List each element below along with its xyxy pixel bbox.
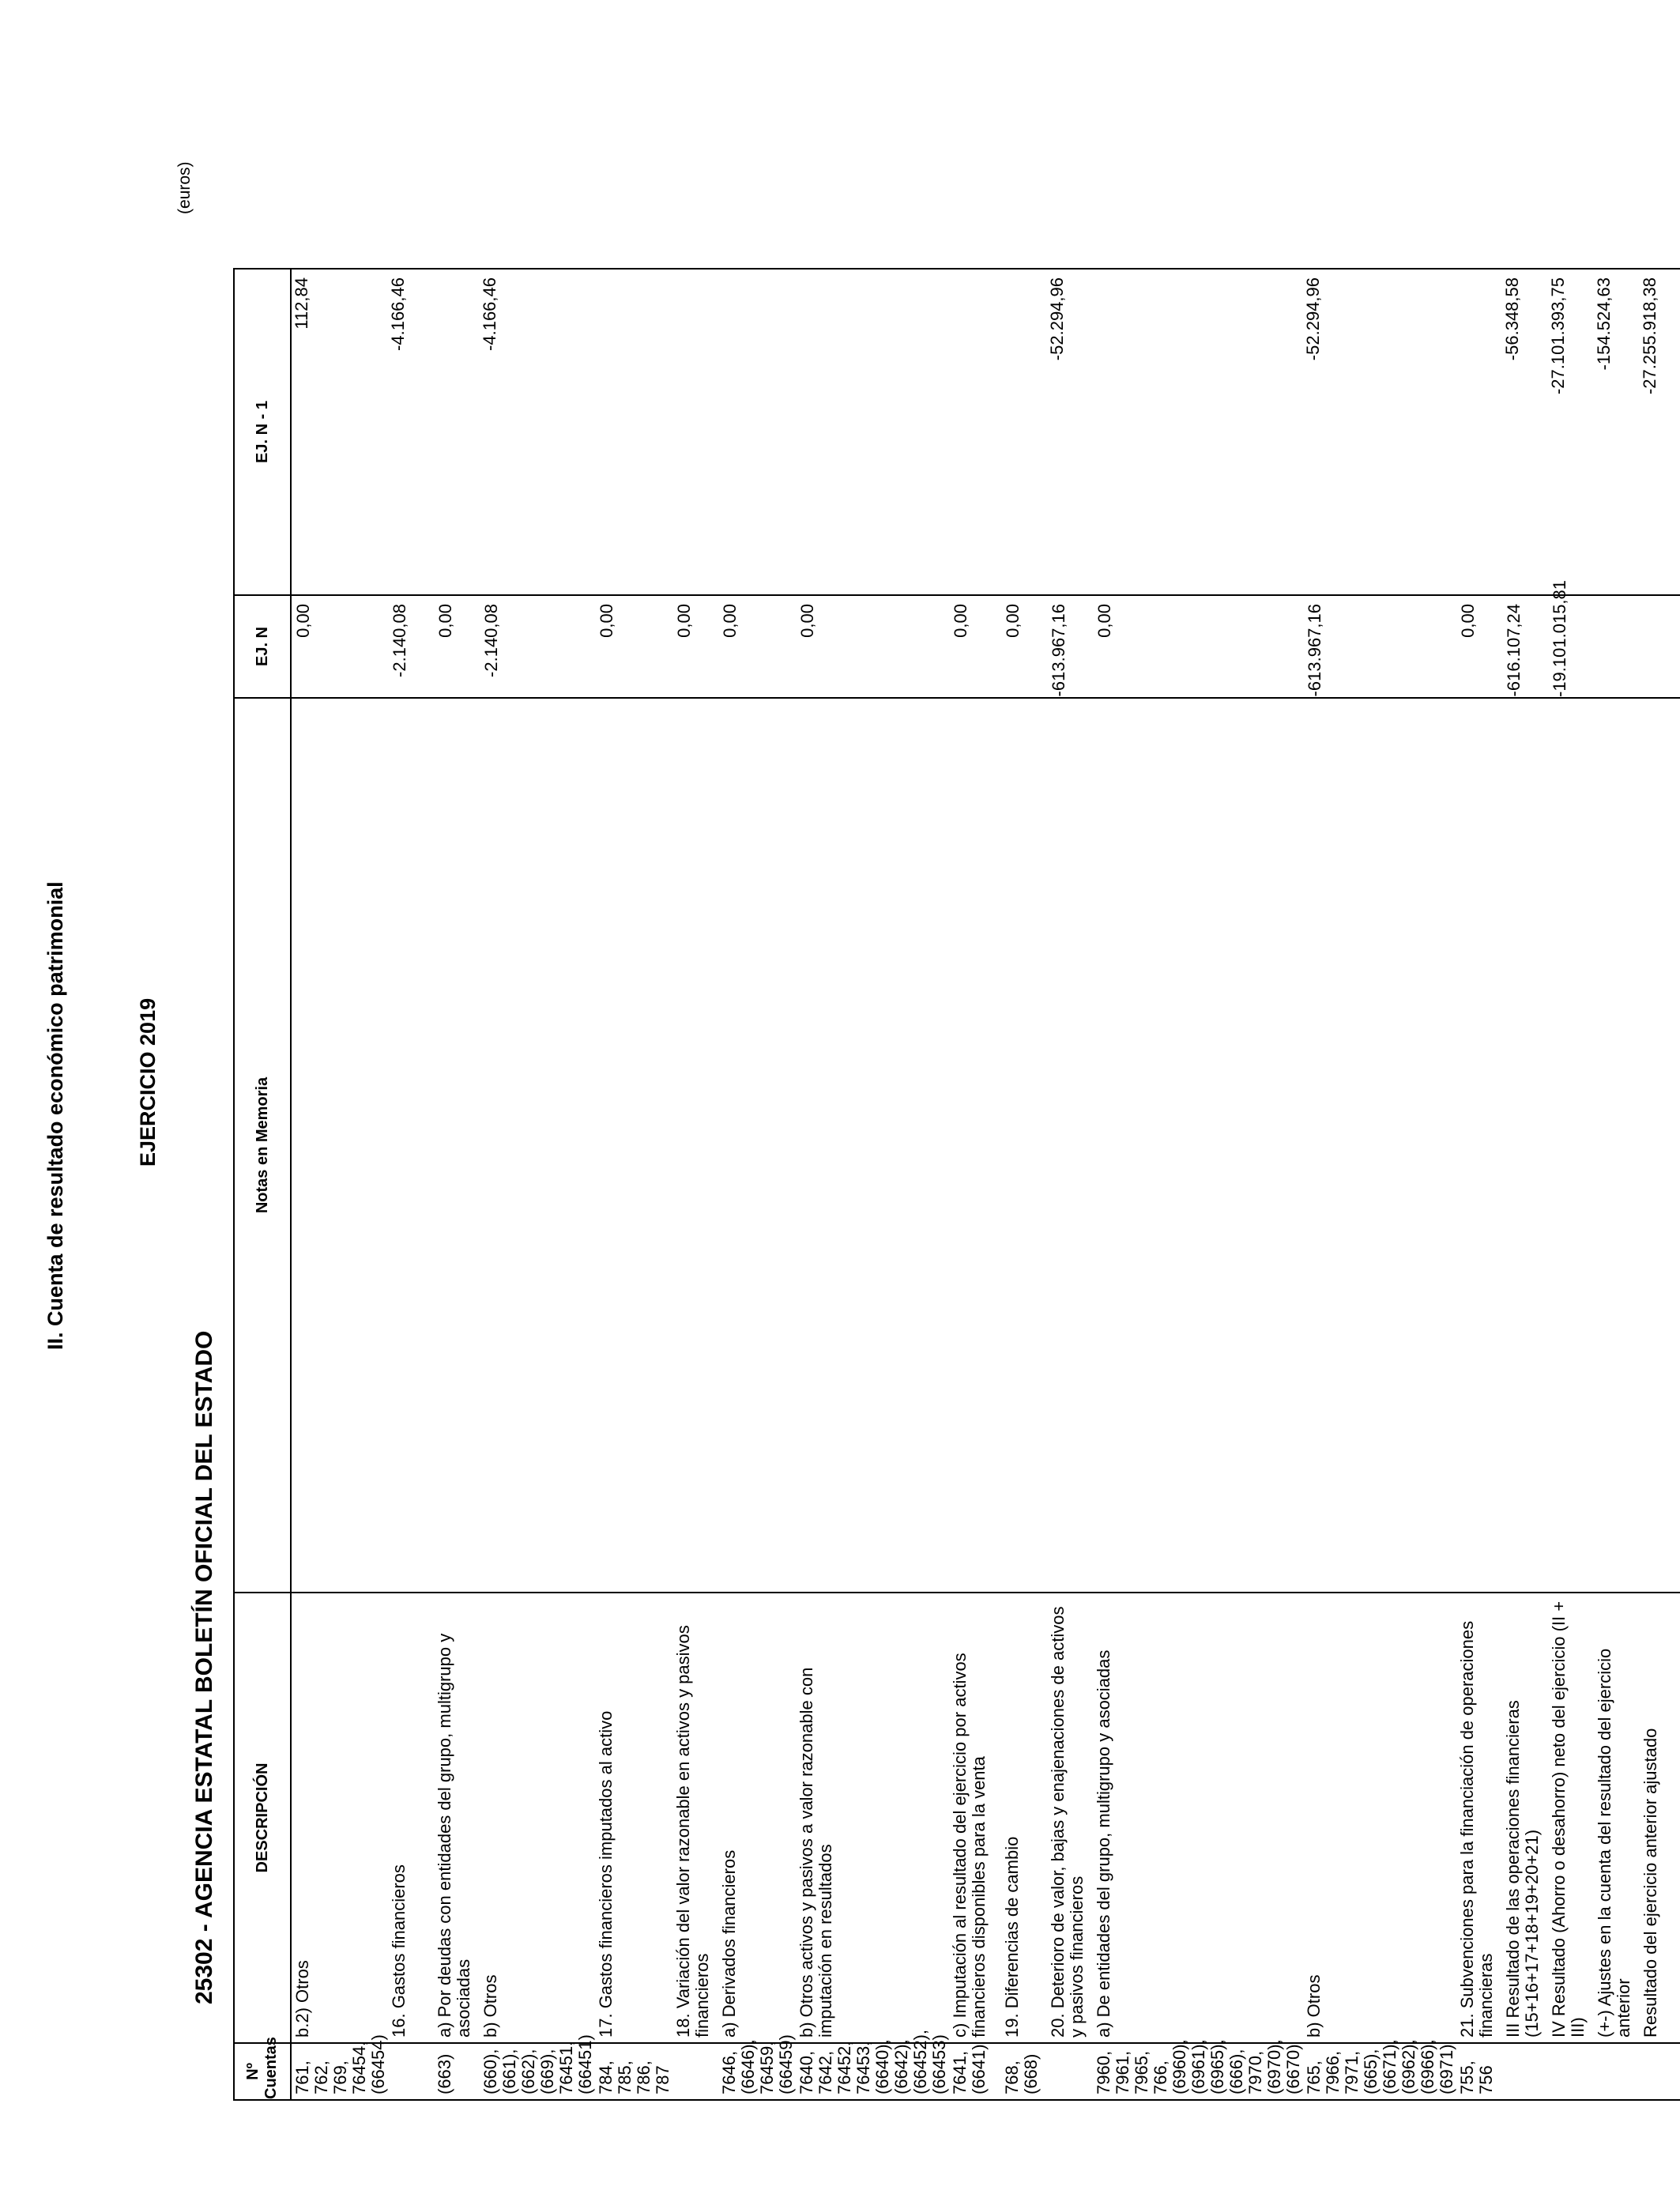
notas-cell — [672, 698, 718, 1593]
ej-n1-cell — [434, 269, 480, 595]
ej-n-cell — [1548, 579, 1594, 698]
table-row — [1093, 0, 1303, 2100]
ej-n-cell — [1303, 595, 1456, 698]
descripcion-cell-text: a) Derivados financieros — [719, 1849, 739, 2038]
descripcion-cell-text: 18. Variación del valor razonable en activos y pasivos financieros — [673, 1625, 712, 2038]
cuentas-cell-text: 7640, 7642, 76452, 76453, (6640), (6642), (66452), (66453) — [797, 2030, 949, 2094]
cuentas-cell — [672, 2043, 718, 2100]
descripcion-cell-text: b) Otros — [480, 1974, 500, 2038]
notas-cell — [1594, 698, 1640, 1593]
cuentas-cell-text: 761, 762, 769, 76454, (66454) — [292, 2034, 388, 2094]
results-table — [233, 0, 1680, 2101]
header-row — [234, 0, 291, 2100]
descripcion-cell-text: (+-) Ajustes en la cuenta del resultado del ejercicio anterior — [1595, 1648, 1633, 2038]
ej-n-cell — [1594, 595, 1640, 698]
descripcion-cell-text: IV Resultado (Ahorro o desahorro) neto del ejercicio (II + III) — [1549, 1600, 1588, 2038]
descripcion-cell-text: III Resultado de las operaciones financieras (15+16+17+18+19+20+21) — [1503, 1700, 1542, 2038]
descripcion-cell — [1303, 1593, 1456, 2043]
header-notas: Notas en Memoria — [234, 698, 291, 1593]
ej-n-cell-text: 0,00 — [720, 604, 740, 638]
cuentas-cell-text: (663) — [435, 2053, 454, 2094]
notas-cell — [949, 698, 1001, 1593]
cuentas-cell — [1093, 2039, 1303, 2100]
cuentas-cell-text: 7641, (6641) — [950, 2044, 989, 2094]
table-row — [388, 0, 434, 2100]
ej-n1-cell — [1502, 269, 1548, 595]
descripcion-cell-text: 20. Deterioro de valor, bajas y enajenaciones de activos y pasivos financieros — [1048, 1606, 1087, 2038]
ej-n1-cell — [1640, 269, 1680, 595]
table-row — [1456, 0, 1502, 2100]
notas-cell — [434, 698, 480, 1593]
table-row — [796, 0, 949, 2100]
ej-n1-cell — [949, 269, 1001, 595]
descripcion-cell — [672, 1593, 718, 2043]
notas-cell — [1303, 698, 1456, 1593]
cuentas-cell — [796, 2030, 949, 2100]
notas-cell — [718, 698, 796, 1593]
ej-n-cell — [388, 595, 434, 698]
ej-n1-cell-text: -4.166,46 — [388, 277, 408, 351]
cuentas-cell — [434, 2043, 480, 2100]
descripcion-cell-text: a) Por deudas con entidades del grupo, multigrupo y asociadas — [435, 1633, 473, 2038]
table-row — [949, 0, 1001, 2100]
descripcion-cell-text: b) Otros — [1304, 1974, 1324, 2038]
ej-n1-cell-text: -56.348,58 — [1502, 277, 1522, 361]
table-row — [1640, 0, 1680, 2100]
notas-cell — [1502, 698, 1548, 1593]
ej-n1-cell-text: -27.101.393,75 — [1548, 277, 1568, 395]
ej-n-cell — [1640, 595, 1680, 698]
units-label: (euros) — [175, 161, 194, 214]
ej-n1-cell — [1594, 269, 1640, 595]
ej-n1-cell-text: -154.524,63 — [1594, 277, 1614, 371]
table-row — [480, 0, 595, 2100]
descripcion-cell — [1047, 1593, 1093, 2043]
cuentas-cell — [1594, 2043, 1640, 2100]
ej-n-cell-text: -613.967,16 — [1305, 604, 1324, 697]
descripcion-cell — [1093, 1593, 1303, 2043]
ej-n-cell-text: 0,00 — [435, 604, 455, 638]
descripcion-cell — [1548, 1593, 1594, 2043]
descripcion-cell-text: 19. Diferencias de cambio — [1002, 1836, 1022, 2038]
cuentas-cell-text: 7960, 7961, 7965, 766, (6960), (6961), (6965), (666), 7970, (6970), (6670) — [1094, 2039, 1303, 2094]
ej-n1-cell — [796, 269, 949, 595]
ej-n-cell-text: -2.140,08 — [390, 604, 409, 677]
descripcion-cell-text: 17. Gastos financieros imputados al activo — [596, 1710, 616, 2038]
ej-n-cell — [480, 595, 595, 698]
ej-n-cell-text: 0,00 — [1458, 604, 1478, 638]
ej-n-cell — [1456, 595, 1502, 698]
cuentas-cell — [1303, 2039, 1456, 2100]
agency-title: 25302 - AGENCIA ESTATAL BOLETÍN OFICIAL DEL ESTADO — [191, 1330, 217, 2004]
header-cuentas: Nº Cuentas — [234, 2043, 291, 2100]
ej-n-cell-text: -2.140,08 — [481, 604, 501, 677]
ej-n-cell-text: 0,00 — [597, 604, 616, 638]
ej-n1-cell — [480, 269, 595, 595]
ej-n-cell-text: 0,00 — [674, 604, 694, 638]
ej-n1-cell — [1456, 269, 1502, 595]
table-row — [1594, 0, 1640, 2100]
ej-n1-cell-text: 112,84 — [292, 277, 311, 330]
table-row — [1047, 0, 1093, 2100]
table-row — [672, 0, 718, 2100]
ej-n1-cell — [388, 269, 434, 595]
ej-n1-cell — [718, 269, 796, 595]
ej-n1-cell — [1548, 269, 1594, 595]
cuentas-cell — [1640, 2043, 1680, 2100]
ej-n-cell-text: 0,00 — [951, 604, 970, 638]
ej-n-cell — [672, 595, 718, 698]
descripcion-cell — [1640, 1593, 1680, 2043]
cuentas-cell — [480, 2034, 595, 2100]
ej-n1-cell — [595, 269, 672, 595]
table-row — [434, 0, 480, 2100]
cuentas-cell-text: 768, (668) — [1002, 2053, 1041, 2094]
descripcion-cell-text: b) Otros activos y pasivos a valor razonable con imputación en resultados — [797, 1667, 835, 2038]
descripcion-cell — [718, 1593, 796, 2043]
ej-n-cell — [291, 595, 388, 698]
notas-cell — [480, 698, 595, 1593]
notas-cell — [1640, 698, 1680, 1593]
table-row — [291, 0, 388, 2100]
cuentas-cell — [291, 2034, 388, 2100]
ej-n1-cell-text: -52.294,96 — [1303, 277, 1323, 361]
ej-n-cell-text: 0,00 — [1094, 604, 1114, 638]
ej-n-cell-text: 0,00 — [293, 604, 313, 638]
ej-n-cell — [796, 595, 949, 698]
table-body — [291, 0, 1680, 2100]
ej-n-cell-text: -613.967,16 — [1049, 604, 1068, 697]
cuentas-cell-text: 765, 7966, 7971, (665), (6671), (6962), (6966), (6971) — [1304, 2039, 1456, 2094]
ej-n-cell — [1001, 595, 1047, 698]
descripcion-cell-text: 16. Gastos financieros — [389, 1864, 409, 2038]
ej-n1-cell — [1001, 269, 1047, 595]
cuentas-cell — [595, 2043, 672, 2100]
cuentas-cell — [1502, 2043, 1548, 2100]
ej-n-cell-text: 0,00 — [1003, 604, 1023, 638]
ej-n1-cell-text: -27.255.918,38 — [1640, 277, 1659, 395]
cuentas-cell-text: 755, 756 — [1457, 2060, 1496, 2094]
ej-n-cell — [1093, 595, 1303, 698]
descripcion-cell-text: a) De entidades del grupo, multigrupo y asociadas — [1094, 1649, 1113, 2038]
cuentas-cell-text: 784, 785, 786, 787 — [596, 2060, 672, 2094]
ej-n-cell — [434, 595, 480, 698]
ej-n1-cell — [1047, 269, 1093, 595]
notas-cell — [595, 698, 672, 1593]
notas-cell — [291, 698, 388, 1593]
document-title: II. Cuenta de resultado económico patrimonial — [43, 881, 67, 1350]
cuentas-cell-text: 7646, (6646), 76459, (66459) — [719, 2034, 796, 2094]
cuentas-cell — [718, 2034, 796, 2100]
ej-n1-cell — [1303, 269, 1456, 595]
descripcion-cell — [796, 1593, 949, 2043]
descripcion-cell — [1502, 1593, 1548, 2043]
ej-n-cell — [1502, 595, 1548, 698]
cuentas-cell — [1456, 2043, 1502, 2100]
notas-cell — [796, 698, 949, 1593]
ej-n-cell — [949, 595, 1001, 698]
table-row — [1001, 0, 1047, 2100]
ej-n-cell — [595, 595, 672, 698]
table-row — [595, 0, 672, 2100]
ej-n1-cell-text: -4.166,46 — [480, 277, 499, 351]
cuentas-cell — [1001, 2043, 1047, 2100]
header-descripcion: DESCRIPCIÓN — [234, 1593, 291, 2043]
notas-cell — [1548, 698, 1594, 1593]
header-ej-n: EJ. N — [234, 595, 291, 698]
ej-n-cell — [1047, 595, 1093, 698]
descripcion-cell — [480, 1593, 595, 2043]
ej-n-cell — [718, 595, 796, 698]
descripcion-cell — [1456, 1593, 1502, 2043]
notas-cell — [1093, 698, 1303, 1593]
descripcion-cell — [434, 1593, 480, 2043]
year-title: EJERCICIO 2019 — [136, 997, 160, 1167]
descripcion-cell-text: 21. Subvenciones para la financiación de operaciones financieras — [1457, 1620, 1496, 2038]
ej-n1-cell-text: -52.294,96 — [1047, 277, 1067, 361]
notas-cell — [388, 698, 434, 1593]
ej-n-cell-text: -616.107,24 — [1504, 604, 1524, 697]
descripcion-cell — [1594, 1593, 1640, 2043]
cuentas-cell-text: (660), (661), (662), (669), 76451, (66451) — [480, 2034, 595, 2094]
descripcion-cell — [595, 1593, 672, 2043]
cuentas-cell — [1548, 2043, 1594, 2100]
ej-n1-cell — [1093, 269, 1303, 595]
descripcion-cell — [949, 1593, 1001, 2043]
table-row — [1303, 0, 1456, 2100]
table-row — [1548, 0, 1594, 2100]
ej-n-cell-text: 0,00 — [797, 604, 817, 638]
ej-n1-cell — [291, 269, 388, 595]
table-row — [718, 0, 796, 2100]
header-ej-n1: EJ. N - 1 — [234, 269, 291, 595]
descripcion-cell — [1001, 1593, 1047, 2043]
descripcion-cell-text: b.2) Otros — [292, 1960, 312, 2038]
descripcion-cell — [388, 1593, 434, 2043]
cuentas-cell — [388, 2043, 434, 2100]
descripcion-cell-text: c) Imputación al resultado del ejercicio por activos financieros disponibles para la venta — [950, 1653, 989, 2038]
notas-cell — [1456, 698, 1502, 1593]
cuentas-cell — [949, 2043, 1001, 2100]
table-row — [1502, 0, 1548, 2100]
cuentas-cell — [1047, 2043, 1093, 2100]
descripcion-cell-text: Resultado del ejercicio anterior ajustado — [1640, 1728, 1660, 2038]
ej-n1-cell — [672, 269, 718, 595]
notas-cell — [1047, 698, 1093, 1593]
descripcion-cell — [291, 1593, 388, 2043]
notas-cell — [1001, 698, 1047, 1593]
ej-n-cell-text: -19.101.015,81 — [1550, 579, 1569, 697]
